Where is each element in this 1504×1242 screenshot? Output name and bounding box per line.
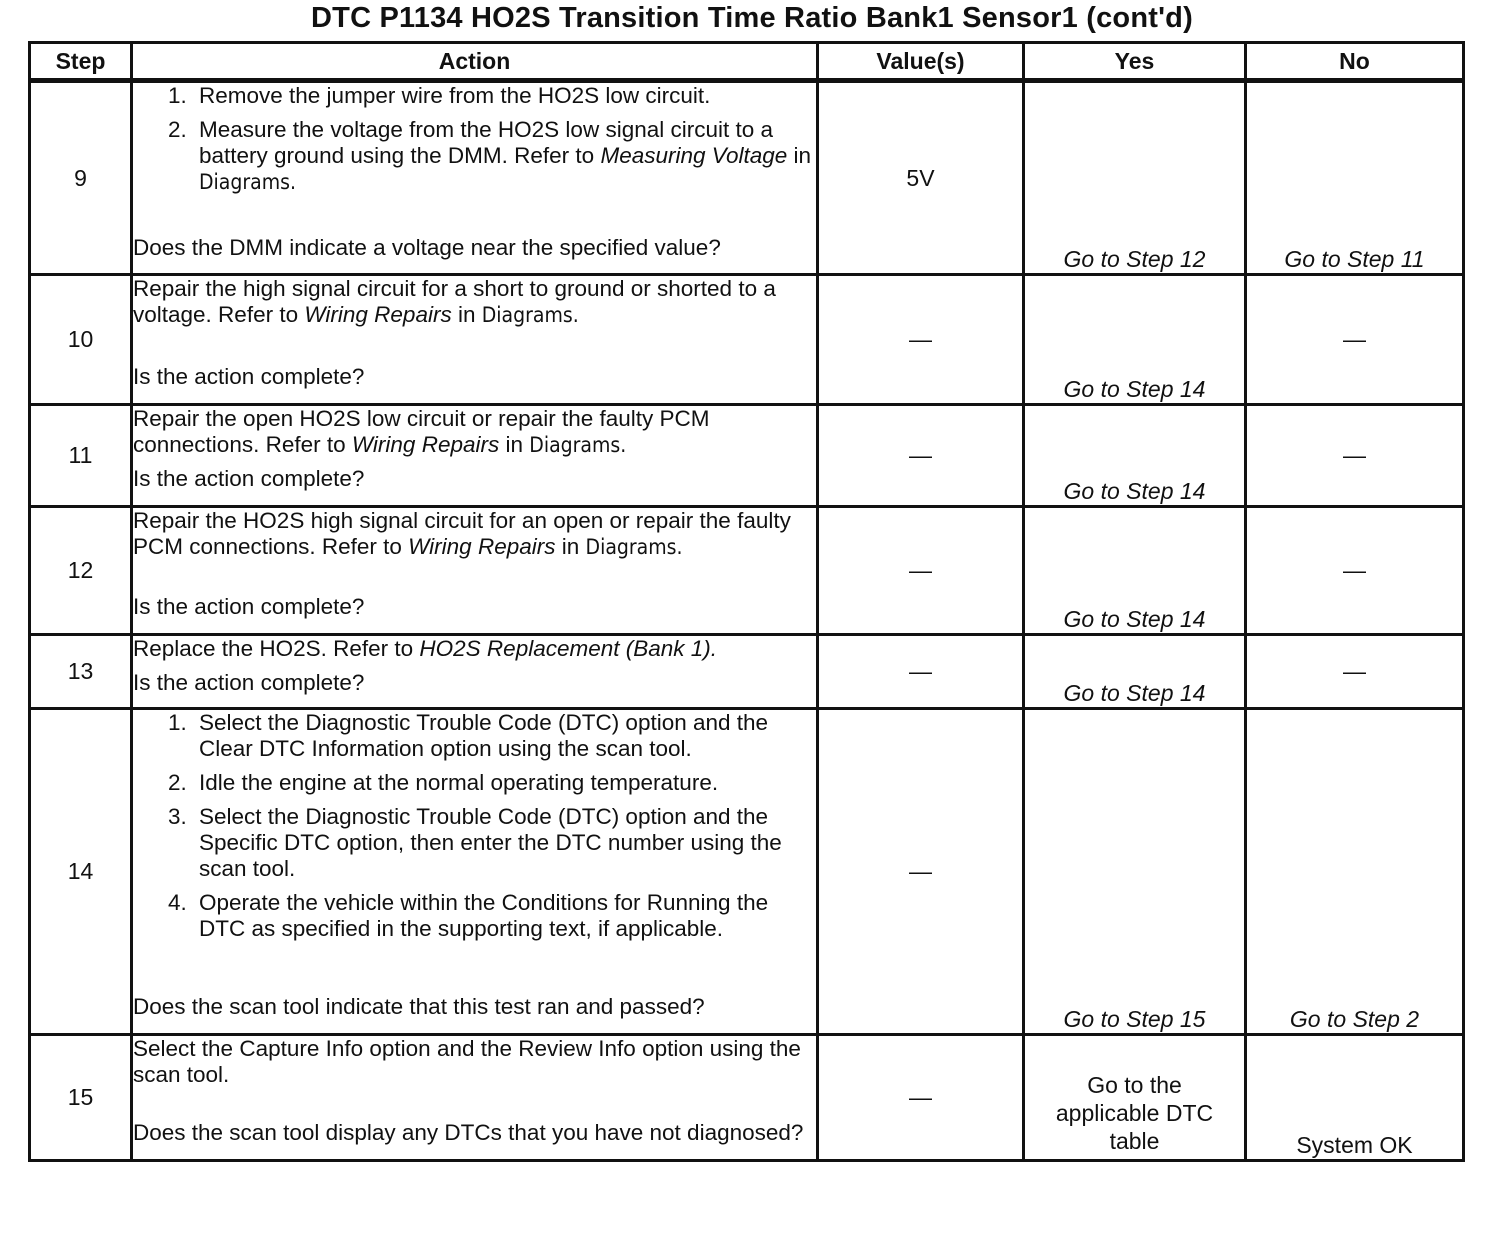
step-number: 12 (30, 507, 132, 635)
table-row (30, 405, 1464, 507)
value-cell: — (818, 635, 1024, 709)
header-yes: Yes (1024, 43, 1246, 81)
reference-link-text: HO2S Replacement (Bank 1). (419, 636, 718, 661)
no-cell: System OK (1246, 1035, 1464, 1161)
step-number: 11 (30, 405, 132, 507)
table-row (30, 275, 1464, 405)
value-cell: — (818, 405, 1024, 507)
header-values: Value(s) (818, 43, 1024, 81)
value-cell: — (818, 507, 1024, 635)
yes-cell: Go to Step 15 (1024, 709, 1246, 1035)
reference-link-text: Wiring Repairs (351, 432, 500, 457)
action-question: Does the scan tool indicate that this test ran and passed? (133, 994, 705, 1019)
value-cell: 5V (818, 81, 1024, 275)
table-header-row (30, 43, 1464, 81)
table-row (30, 635, 1464, 709)
yes-cell: Go to Step 14 (1024, 635, 1246, 709)
action-question: Is the action complete? (133, 670, 365, 695)
step-number: 14 (30, 709, 132, 1035)
action-step: 1. Remove the jumper wire from the HO2S low circuit. (193, 83, 816, 109)
no-cell: Go to Step 2 (1246, 709, 1464, 1035)
reference-link-text: Measuring Voltage (600, 143, 788, 168)
yes-cell: Go to Step 14 (1024, 507, 1246, 635)
action-steps (133, 83, 816, 201)
action-question: Does the scan tool display any DTCs that you have not diagnosed? (133, 1120, 804, 1145)
reference-link-text: Wiring Repairs (408, 534, 556, 559)
action-question: Does the DMM indicate a voltage near the specified value? (133, 235, 721, 260)
header-no: No (1246, 43, 1464, 81)
action-step: 1. Select the Diagnostic Trouble Code (DTC) option and the Clear DTC Information option using the scan tool. (193, 710, 816, 762)
value-cell: — (818, 275, 1024, 405)
action-question: Is the action complete? (133, 466, 365, 491)
table-row (30, 1035, 1464, 1161)
value-cell: — (818, 1035, 1024, 1161)
action-steps (133, 710, 816, 948)
no-cell: — (1246, 405, 1464, 507)
action-step: 2. Measure the voltage from the HO2S low signal circuit to a battery ground using the DMM. Refer to Measuring Voltage in Diagrams. (193, 117, 816, 195)
action-cell: Select the Capture Info option and the Review Info option using the scan tool. Does the scan tool display any DTCs that you have not diagnosed? (132, 1035, 818, 1161)
step-number: 9 (30, 81, 132, 275)
no-cell: — (1246, 507, 1464, 635)
action-question: Is the action complete? (133, 594, 365, 619)
table-row (30, 507, 1464, 635)
step-number: 10 (30, 275, 132, 405)
table-row (30, 709, 1464, 1035)
action-cell: Repair the high signal circuit for a short to ground or shorted to a voltage. Refer to Wiring Repairs in Diagrams. Is the action complete? (132, 275, 818, 405)
page-title: DTC P1134 HO2S Transition Time Ratio Bank1 Sensor1 (cont'd) (311, 2, 1193, 34)
action-cell: Replace the HO2S. Refer to HO2S Replacement (Bank 1). Is the action complete? (132, 635, 818, 709)
yes-cell: Go to Step 12 (1024, 81, 1246, 275)
reference-link-text: Wiring Repairs (304, 302, 452, 327)
step-number: 13 (30, 635, 132, 709)
step-number: 15 (30, 1035, 132, 1161)
action-step: 3. Select the Diagnostic Trouble Code (DTC) option and the Specific DTC option, then enter the DTC number using the scan tool. (193, 804, 816, 882)
action-cell (132, 709, 818, 1035)
no-cell: — (1246, 275, 1464, 405)
action-question: Is the action complete? (133, 364, 365, 389)
action-cell (132, 81, 818, 275)
table-row (30, 81, 1464, 275)
no-cell: — (1246, 635, 1464, 709)
yes-cell: Go to Step 14 (1024, 275, 1246, 405)
value-cell: — (818, 709, 1024, 1035)
yes-cell: Go to Step 14 (1024, 405, 1246, 507)
action-step: 4. Operate the vehicle within the Conditions for Running the DTC as specified in the supporting text, if applicable. (193, 890, 816, 942)
action-step: 2. Idle the engine at the normal operating temperature. (193, 770, 816, 796)
yes-cell: Go to the applicable DTC table (1024, 1035, 1246, 1161)
no-cell: Go to Step 11 (1246, 81, 1464, 275)
action-cell: Repair the open HO2S low circuit or repair the faulty PCM connections. Refer to Wiring Repairs in Diagrams. Is the action complete? (132, 405, 818, 507)
header-step: Step (30, 43, 132, 81)
diagnostic-table (28, 41, 1465, 1162)
header-action: Action (132, 43, 818, 81)
action-cell: Repair the HO2S high signal circuit for an open or repair the faulty PCM connections. Refer to Wiring Repairs in Diagrams. Is the action complete? (132, 507, 818, 635)
